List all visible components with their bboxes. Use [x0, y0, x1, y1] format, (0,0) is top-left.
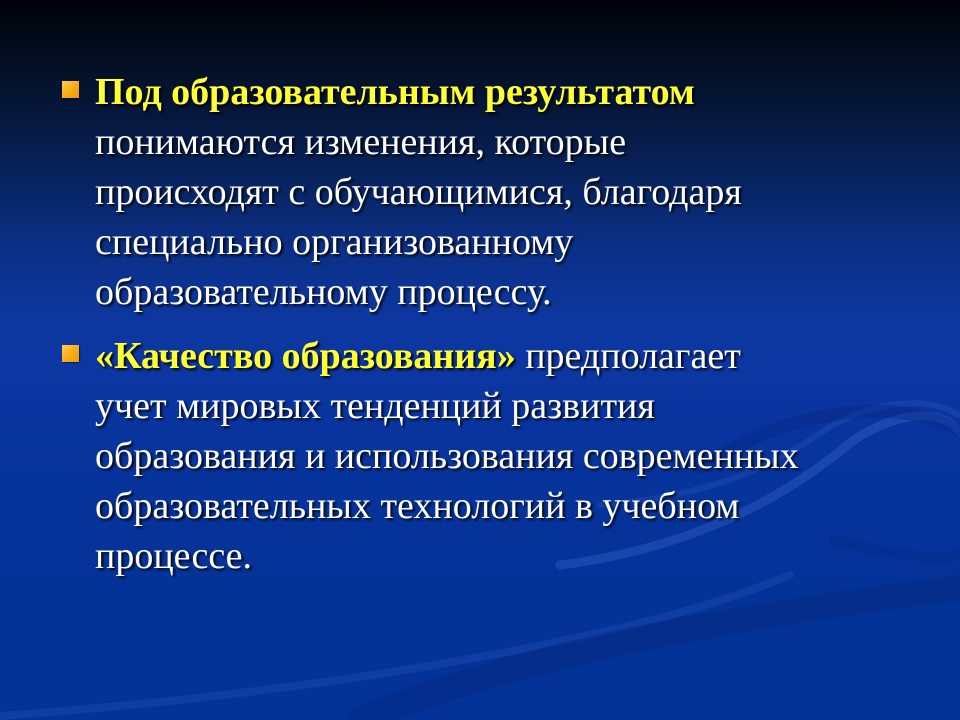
bullet-item — [62, 331, 912, 581]
body-text: образовательных технологий в учебном — [95, 485, 740, 527]
bullet-text — [95, 331, 912, 581]
body-text: образования и использования современных — [95, 435, 799, 477]
text-line — [95, 381, 912, 431]
body-text: процессе. — [95, 535, 253, 577]
bullet-item — [62, 67, 912, 317]
bullet-square-icon — [62, 81, 79, 98]
body-text: понимаются изменения, которые — [95, 121, 627, 163]
bullet-text — [95, 67, 912, 317]
bullet-square-icon — [62, 345, 79, 362]
body-text: предполагает — [515, 335, 741, 377]
text-line — [95, 531, 912, 581]
body-text: образовательному процессу. — [95, 271, 552, 313]
swoosh-light-curve — [0, 575, 790, 716]
swoosh-dark-band — [360, 588, 960, 720]
text-line — [95, 117, 912, 167]
highlight-text: «Качество образования» — [95, 335, 516, 377]
text-line — [95, 217, 912, 267]
text-line — [95, 267, 912, 317]
slide-text-block — [62, 67, 912, 595]
text-line — [95, 67, 912, 117]
body-text: специально организованному — [95, 221, 574, 263]
text-line — [95, 431, 912, 481]
text-line — [95, 331, 912, 381]
highlight-text: Под образовательным результатом — [95, 71, 695, 113]
text-line — [95, 481, 912, 531]
body-text: учет мировых тенденций развития — [95, 385, 655, 427]
body-text: происходят с обучающимися, благодаря — [95, 171, 742, 213]
text-line — [95, 167, 912, 217]
